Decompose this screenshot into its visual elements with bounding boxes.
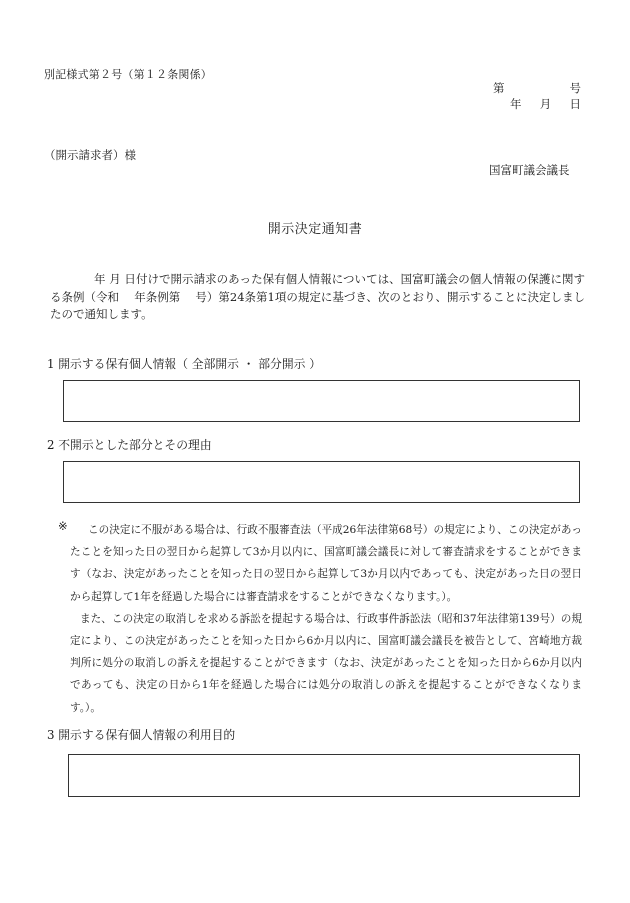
usage-purpose-field[interactable] <box>68 754 580 797</box>
document-date <box>510 96 581 112</box>
date-day: 日 <box>569 97 581 111</box>
document-number <box>493 80 581 96</box>
disclosed-info-field[interactable] <box>63 380 580 422</box>
date-month: 月 <box>539 97 552 111</box>
date-year: 年 <box>510 97 522 111</box>
number-prefix: 第 <box>493 81 505 95</box>
appeal-note-text-1: この決定に不服がある場合は、行政不服審査法（平成26年法律第68号）の規定により、この決定があったことを知った日の翌日から起算して3か月以内に、国富町議会議長に対して審査請求をすることができます（なお、決定があったことを知った日の翌日から起算して3か月以内であっても、決定があった日の翌日から起算して1年を経過した場合には審査請求をすることができなくなります。）。 <box>70 524 582 603</box>
appeal-note <box>70 519 582 719</box>
section-usage-purpose-heading: 3 開示する保有個人情報の利用目的 <box>47 728 236 742</box>
appeal-note-text-2: また、この決定の取消しを求める訴訟を提起する場合は、行政事件訴訟法（昭和37年法律第139号）の規定により、この決定があったことを知った日から6か月以内に、国富町議会議長を被告として、宮崎地方裁判所に処分の取消しの訴えを提起することができます（なお、決定があったことを知った日から6か月以内であっても、決定の日から1年を経過した場合には処分の取消しの訴えを提起することができなくなります。）。 <box>70 612 582 714</box>
body-paragraph <box>50 271 585 324</box>
sender-name: 国富町議会議長 <box>489 163 570 177</box>
appeal-note-paragraph-2 <box>70 608 582 719</box>
document-title: 開示決定通知書 <box>267 222 363 237</box>
section-undisclosed-reason-heading: 2 不開示とした部分とその理由 <box>47 438 212 452</box>
section-disclosed-info-heading: 1 開示する保有個人情報（ 全部開示 ・ 部分開示 ） <box>47 357 321 371</box>
appeal-note-paragraph-1 <box>70 519 582 608</box>
note-mark: ※ <box>58 519 68 533</box>
form-label: 別記様式第２号（第１２条関係） <box>44 68 212 81</box>
recipient-name: （開示請求者）様 <box>44 148 136 162</box>
number-suffix: 号 <box>569 81 581 95</box>
body-text: 年 月 日付けで開示請求のあった保有個人情報については、国富町議会の個人情報の保護に関する条例（令和 年条例第 号）第24条第1項の規定に基づき、次のとおり、開示することに決定しましたので通知します。 <box>50 272 585 321</box>
undisclosed-reason-field[interactable] <box>63 461 580 503</box>
